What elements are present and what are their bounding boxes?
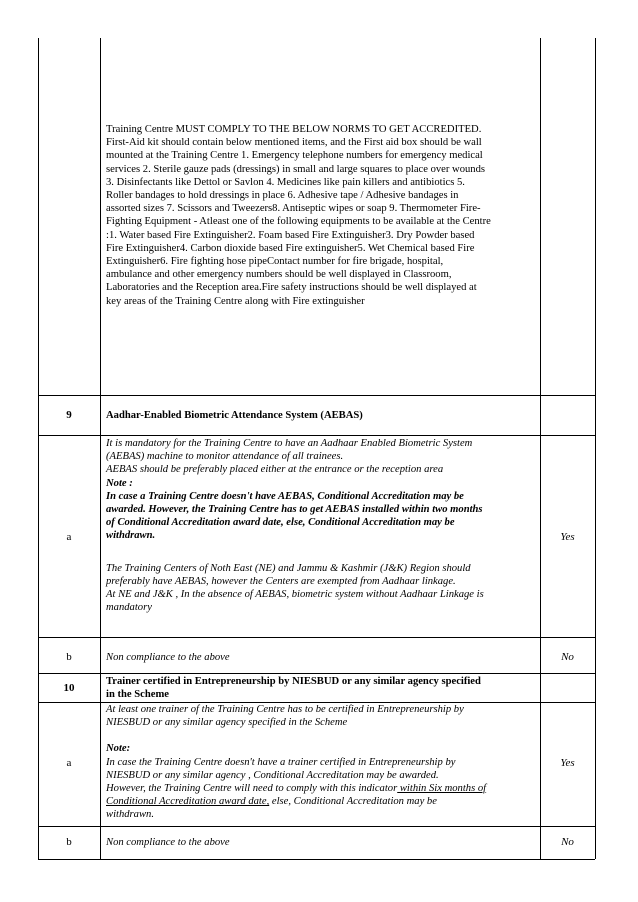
table-border-left [38,38,39,859]
section-10a-deadline-underlined: within Six months of [397,783,487,795]
section-9-title: Aadhar-Enabled Biometric Attendance System (AEBAS) [106,410,363,421]
section-10b-label: b [66,836,72,848]
section-10a-content [106,703,538,822]
section-10a-award-date-underlined: Conditional Accreditation award date, [106,796,270,808]
row-divider [38,673,595,674]
section-9a-exemption-paragraph: The Training Centers of Noth East (NE) and Jammu & Kashmir (J&K) Region should preferably have AEBAS, however the Centers are exempted from Aadhaar linkage. At NE and J&K , In the absence of AEBAS, biometric system without Aadhaar Linkage is mandatory [106,562,484,614]
row-divider [38,637,595,638]
row-divider [38,395,595,396]
table-column-divider-2 [540,38,541,859]
section-10a-withdraw-text: else, Conditional Accreditation may be [269,796,437,808]
table-border-right [595,38,596,859]
section-10a-note: In case the Training Centre doesn't have a trainer certified in Entrepreneurship by NIESBUD or any similar agency , Conditional Accreditation may be awarded. [106,756,456,781]
section-9a-note-label: Note : [106,477,133,489]
section-9b-answer: No [561,651,574,663]
section-10a-compliance-text: However, the Training Centre will need to comply with this indicator [106,783,398,795]
row-divider [38,435,595,436]
section-9a-note: In case a Training Centre doesn't have AEBAS, Conditional Accreditation may be awarded. However, the Training Centre has to get AEBAS installed within two months of Conditional Accreditation award date, else, Conditional Accreditation may be withdrawn. [106,490,483,542]
section-10-number: 10 [63,682,75,694]
section-10a-compliance-line [106,782,538,795]
section-9a-paragraph: It is mandatory for the Training Centre to have an Aadhaar Enabled Biometric System (AEBAS) machine to monitor attendance of all trainees. AEBAS should be preferably placed either at the entrance or the reception area [106,438,473,476]
section-10a-withdrawn-text: withdrawn. [106,809,154,821]
first-aid-fire-safety-text: Training Centre MUST COMPLY TO THE BELOW NORMS TO GET ACCREDITED. First-Aid kit should contain below mentioned items, and the First aid box should be wall mounted at the Training Centre 1. Emergency telephone numbers for emergency medical services 2. Sterile gauze pads (dressings) in small and large squares to place over wounds 3. Disinfectants like Dettol or Savlon 4. Medicines like pain killers and antibiotics 5. Roller bandages to hold dressings in place 6. Adhesive tape / Adhesive bandages in assorted sizes 7. Scissors and Tweezers8. Antiseptic wipes or soap 9. Thermometer Fire- Fighting Equipment - Atleast one of the following equipments to be available at the Centre :1. Water based Fire Extinguisher2. Foam based Fire Extinguisher3. Dry Powder based Fire Extinguisher4. Carbon dioxide based Fire extinguisher5. Wet Chemical based Fire Extinguisher6. Fire fighting hose pipeContact number for fire brigade, hospital, ambulance and other emergency numbers should be well displayed in Classroom, Laboratories and the Reception area.Fire safety instructions should be well displayed at key areas of the Training Centre along with Fire extinguisher [106,124,491,307]
section-10a-paragraph: At least one trainer of the Training Centre has to be certified in Entrepreneurship by NIESBUD or any similar agency specified in the Scheme [106,704,464,729]
table-border-bottom [38,859,595,860]
section-10a-note-label: Note: [106,743,131,755]
section-10a-answer: Yes [560,757,575,769]
section-9a-label: a [66,531,72,543]
table-column-divider-1 [100,38,101,859]
section-9-number: 9 [66,409,72,421]
section-10b-text: Non compliance to the above [106,837,230,848]
section-9b-label: b [66,651,72,663]
section-10-title: Trainer certified in Entrepreneurship by NIESBUD or any similar agency specified in the Scheme [106,676,481,701]
section-9a-content [106,437,538,614]
section-10a-label: a [66,757,72,769]
section-9b-text: Non compliance to the above [106,652,230,663]
row-divider [38,826,595,827]
section-9a-answer: Yes [560,531,575,543]
section-10a-deadline-line [106,795,538,808]
section-10b-answer: No [561,836,574,848]
